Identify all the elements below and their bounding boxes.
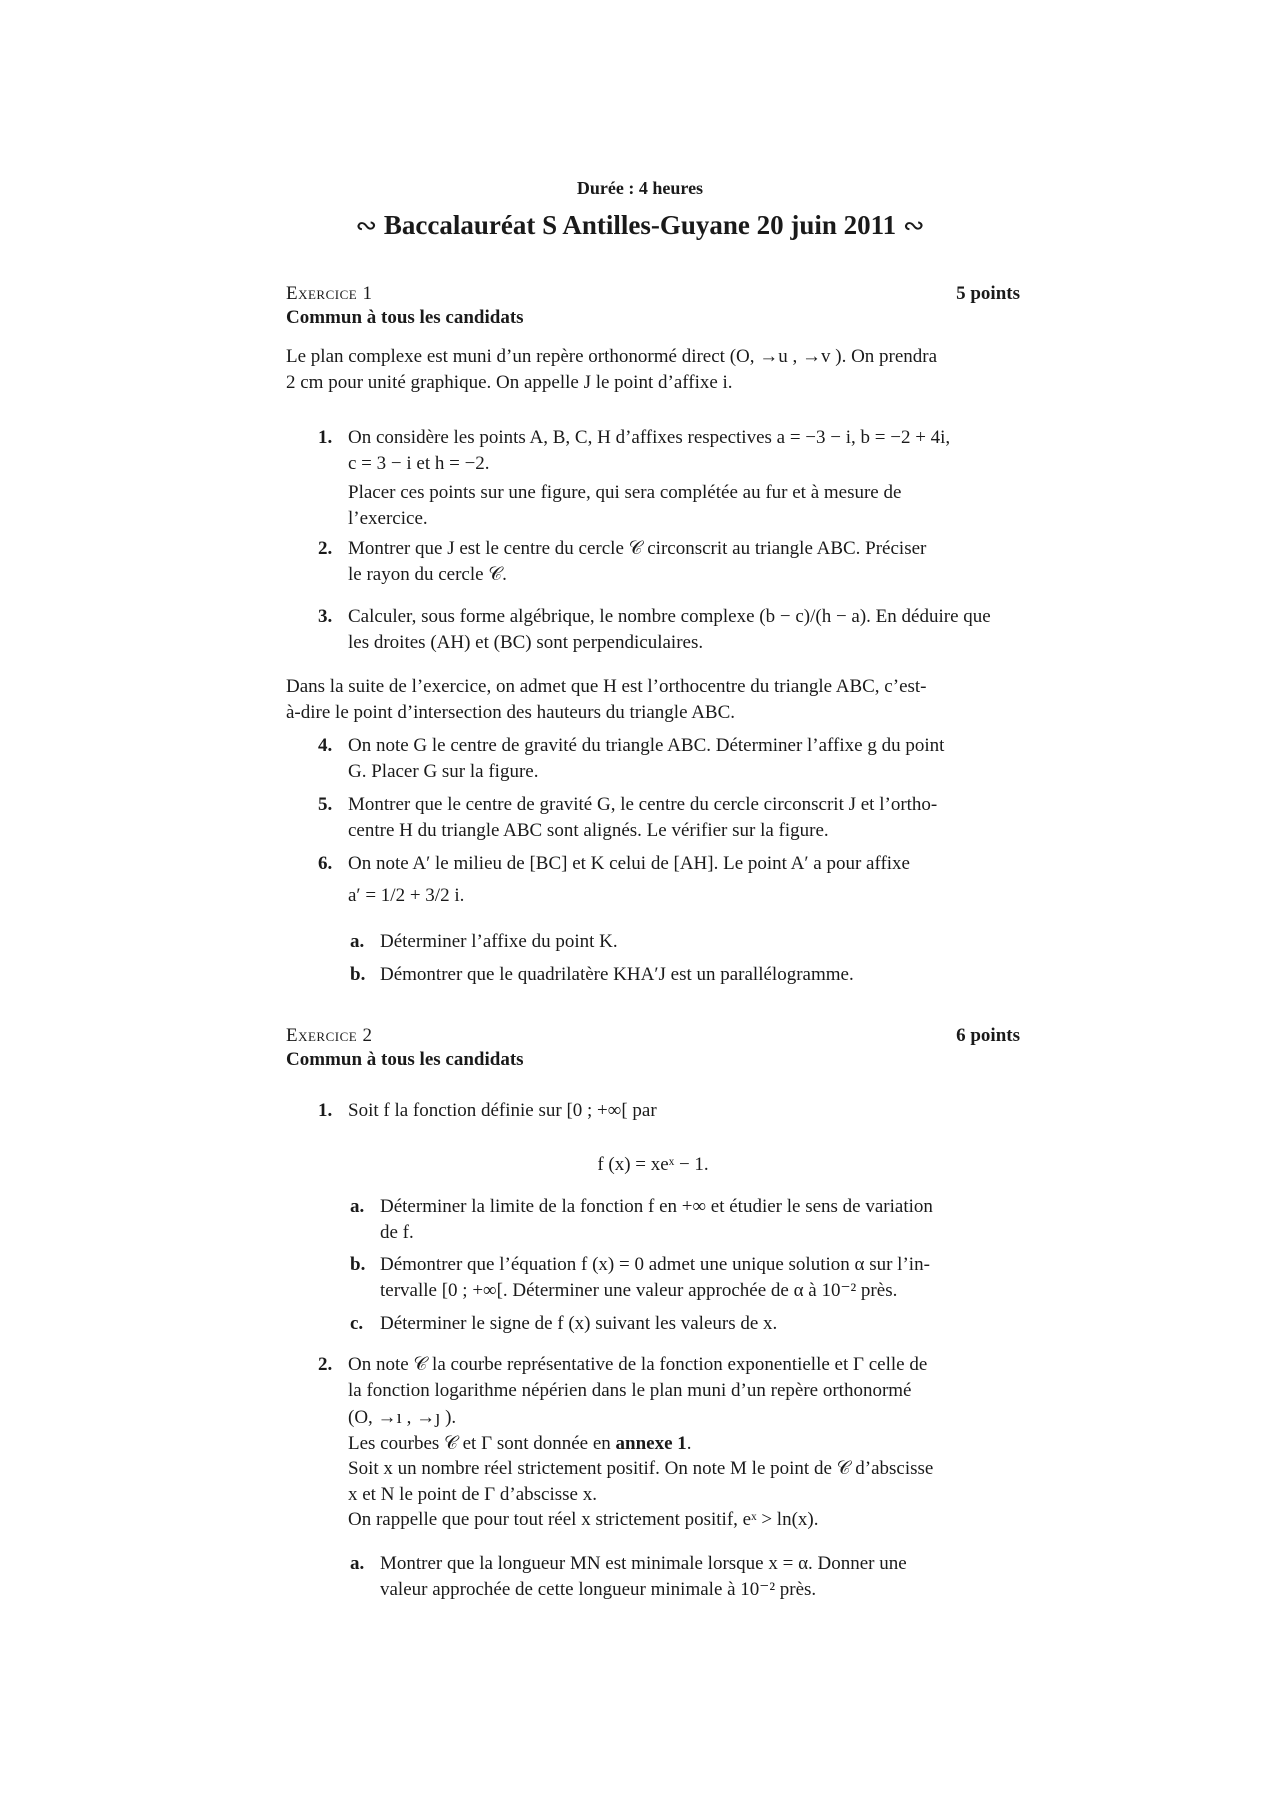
ex1-q1-number: 1. [318,427,333,448]
ex1-q6b-text: Démontrer que le quadrilatère KHA′J est un parallélogramme. [380,964,854,985]
q1a-line-2: de f. [380,1221,414,1243]
exercise-2-audience: Commun à tous les candidats [286,1049,524,1070]
exercise-1-audience: Commun à tous les candidats [286,307,524,328]
q2-line-4-text: Les courbes 𝒞 et Γ sont donnée en [348,1432,616,1454]
q1b-line-2: tervalle [0 ; +∞[. Déterminer une valeur approchée de α à 10⁻² près. [380,1279,898,1301]
ex1-q2-text [348,536,1020,587]
q2-line-1: On note 𝒞 la courbe représentative de la fonction exponentielle et Γ celle de [348,1354,928,1375]
ex2-q2a-text [380,1551,1020,1602]
middle-line-1: Dans la suite de l’exercice, on admet que H est l’orthocentre du triangle ABC, c’est- [286,676,927,697]
ex1-q1-text [348,425,1020,531]
exercise-2-header [286,1024,1020,1072]
ex1-q6-number: 6. [318,853,333,874]
ex2-q2a-number: a. [350,1553,365,1574]
ex1-q6a-number: a. [350,931,365,952]
q5-line-1: Montrer que le centre de gravité G, le centre du cercle circonscrit J et l’ortho- [348,794,938,815]
q5-line-2: centre H du triangle ABC sont alignés. Le vérifier sur la figure. [348,819,829,841]
ex2-q1-text: Soit f la fonction définie sur [0 ; +∞[ par [348,1100,657,1121]
ex1-q4-number: 4. [318,735,333,756]
page-title [0,210,1280,241]
exercise-1-intro [286,344,1020,395]
q2a-line-2: valeur approchée de cette longueur minimale à 10⁻² près. [380,1578,817,1600]
q1-line-4: l’exercice. [348,507,428,529]
ex1-q6-text [348,851,1020,908]
ex1-q2-number: 2. [318,538,333,559]
q2-line-5: Soit x un nombre réel strictement positif. On note M le point de 𝒞 d’abscisse [348,1458,934,1479]
q3-line-1: Calculer, sous forme algébrique, le nombre complexe (b − c)/(h − a). En déduire que [348,606,991,627]
q2-line-3: (O, →ı , →ȷ ). [348,1407,457,1428]
ex2-q1c-text: Déterminer le signe de f (x) suivant les valeurs de x. [380,1313,778,1334]
q2-line-2: le rayon du cercle 𝒞. [348,563,507,585]
ex2-q2-text [348,1352,1020,1533]
ex1-q6b-number: b. [350,964,366,985]
q2-line-7: On rappelle que pour tout réel x strictement positif, eˣ > ln(x). [348,1509,819,1530]
q1-line-3: Placer ces points sur une figure, qui sera complétée au fur et à mesure de [348,482,902,503]
annex-reference: annexe 1 [615,1432,687,1454]
q6-line-2: a′ = 1/2 + 3/2 i. [348,884,465,906]
q2-line-4-end: . [686,1432,692,1454]
exercise-1-name: Exercice 1 [286,283,373,304]
exercise-2-points: 6 points [956,1025,1020,1046]
q2-line-2: la fonction logarithme népérien dans le plan muni d’un repère orthonormé [348,1379,912,1401]
q2-line-4 [348,1431,1020,1457]
intro-line-2: 2 cm pour unité graphique. On appelle J le point d’affixe i. [286,371,733,393]
ornament-left-icon: ∾ [355,211,378,240]
middle-line-2: à-dire le point d’intersection des hauteurs du triangle ABC. [286,701,736,723]
ex1-q4-text [348,733,1020,784]
q1a-line-1: Déterminer la limite de la fonction f en +∞ et étudier le sens de variation [380,1196,933,1217]
ex1-q6a-text: Déterminer l’affixe du point K. [380,931,618,952]
q3-line-2: les droites (AH) et (BC) sont perpendiculaires. [348,631,704,653]
ex2-q1a-text [380,1194,1020,1245]
intro-line-1: Le plan complexe est muni d’un repère orthonormé direct (O, →u , →v ). On prendra [286,346,938,367]
exercise-2-name: Exercice 2 [286,1025,373,1046]
q4-line-1: On note G le centre de gravité du triangle ABC. Déterminer l’affixe g du point [348,735,945,756]
duration-label: Durée : 4 heures [576,178,704,198]
ex1-q5-text [348,792,1020,843]
ex2-q1-number: 1. [318,1100,333,1121]
ornament-right-icon: ∾ [902,211,925,240]
exercise-1-header [286,282,1020,330]
q2-line-6: x et N le point de Γ d’abscisse x. [348,1483,597,1505]
ex2-q1-formula: f (x) = xeˣ − 1. [597,1154,709,1175]
q6-line-1: On note A′ le milieu de [BC] et K celui de [AH]. Le point A′ a pour affixe [348,853,910,874]
ex1-middle-paragraph [286,674,1020,725]
q1b-line-1: Démontrer que l’équation f (x) = 0 admet une unique solution α sur l’in- [380,1254,930,1275]
q1-line-2: c = 3 − i et h = −2. [348,452,490,474]
ex1-q3-number: 3. [318,606,333,627]
ex2-q1c-number: c. [350,1313,364,1334]
ex2-q1b-text [380,1252,1020,1303]
q2-line-1: Montrer que J est le centre du cercle 𝒞 circonscrit au triangle ABC. Préciser [348,538,927,559]
ex1-q5-number: 5. [318,794,333,815]
ex2-q2-number: 2. [318,1354,333,1375]
exercise-1-points: 5 points [956,283,1020,304]
q4-line-2: G. Placer G sur la figure. [348,760,539,782]
title-text: Baccalauréat S Antilles-Guyane 20 juin 2011 [383,210,897,240]
ex2-q1a-number: a. [350,1196,365,1217]
ex1-q3-text [348,604,1020,655]
q1-line-1: On considère les points A, B, C, H d’affixes respectives a = −3 − i, b = −2 + 4i, [348,427,951,448]
ex2-q1b-number: b. [350,1254,366,1275]
q2a-line-1: Montrer que la longueur MN est minimale lorsque x = α. Donner une [380,1553,907,1574]
